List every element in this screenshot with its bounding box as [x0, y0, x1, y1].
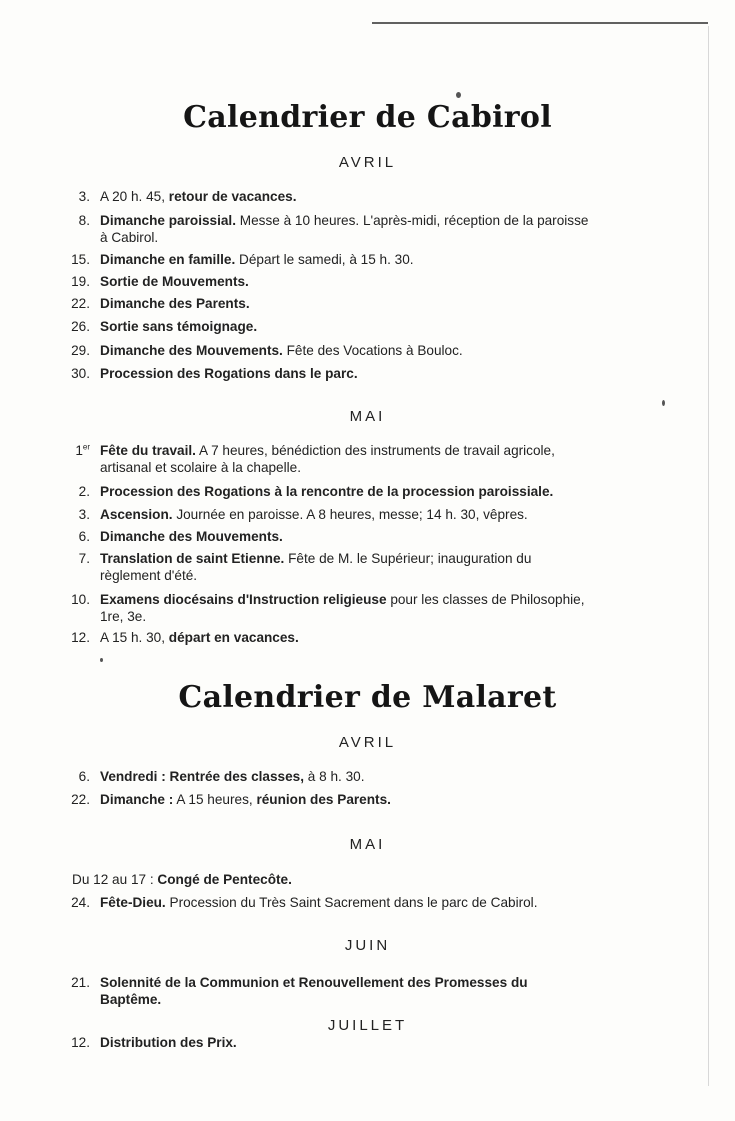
malaret-month-juillet: JUILLET: [327, 1017, 408, 1034]
list-item: 22. Dimanche : A 15 heures, réunion des Parents.: [71, 792, 391, 807]
list-item: 1er Fête du travail. A 7 heures, bénédiction des instruments de travail agricole, artisanal et scolaire à la chapelle.: [75, 442, 555, 475]
list-item: 3. Ascension. Journée en paroisse. A 8 heures, messe; 14 h. 30, vêpres.: [78, 507, 528, 522]
list-item: 21. Solennité de la Communion et Renouvellement des Promesses du Baptême.: [71, 975, 528, 1007]
page-edge: [708, 26, 709, 1086]
list-item: 10. Examens diocésains d'Instruction religieuse pour les classes de Philosophie, 1re, 3e.: [71, 592, 585, 624]
list-item: 6. Dimanche des Mouvements.: [78, 529, 283, 544]
malaret-month-juin: JUIN: [344, 937, 391, 954]
list-item: 2. Procession des Rogations à la rencontre de la procession paroissiale.: [78, 484, 554, 499]
list-item: 22. Dimanche des Parents.: [71, 296, 250, 311]
list-item: 8. Dimanche paroissial. Messe à 10 heures. L'après-midi, réception de la paroisse à Cabirol.: [78, 213, 589, 245]
malaret-month-mai: MAI: [349, 836, 386, 853]
list-item: 12. A 15 h. 30, départ en vacances.: [71, 630, 299, 645]
list-item: 24. Fête-Dieu. Procession du Très Saint Sacrement dans le parc de Cabirol.: [71, 895, 538, 910]
cabirol-title: Calendrier de Cabirol: [183, 100, 552, 135]
list-item: 7. Translation de saint Etienne. Fête de M. le Supérieur; inauguration du règlement d'été.: [78, 551, 532, 583]
list-item: 29. Dimanche des Mouvements. Fête des Vocations à Bouloc.: [71, 343, 463, 358]
malaret-title: Calendrier de Malaret: [178, 680, 557, 715]
list-item: 15. Dimanche en famille. Départ le samedi, à 15 h. 30.: [71, 252, 414, 267]
list-item: 3. A 20 h. 45, retour de vacances.: [78, 189, 297, 204]
malaret-month-avril: AVRIL: [338, 734, 397, 751]
list-item: Du 12 au 17 : Congé de Pentecôte.: [72, 872, 292, 887]
list-item: 19. Sortie de Mouvements.: [71, 274, 249, 289]
list-item: 12. Distribution des Prix.: [71, 1035, 237, 1050]
ink-speck: [100, 658, 103, 662]
list-item: 26. Sortie sans témoignage.: [71, 319, 258, 334]
list-item: 30. Procession des Rogations dans le parc.: [71, 366, 358, 381]
ink-speck: [662, 400, 665, 406]
cabirol-month-mai: MAI: [349, 408, 386, 425]
list-item: 6. Vendredi : Rentrée des classes, à 8 h. 30.: [78, 769, 365, 784]
ink-speck: [456, 92, 461, 98]
cabirol-month-avril: AVRIL: [338, 154, 397, 171]
top-rule: [372, 22, 708, 24]
